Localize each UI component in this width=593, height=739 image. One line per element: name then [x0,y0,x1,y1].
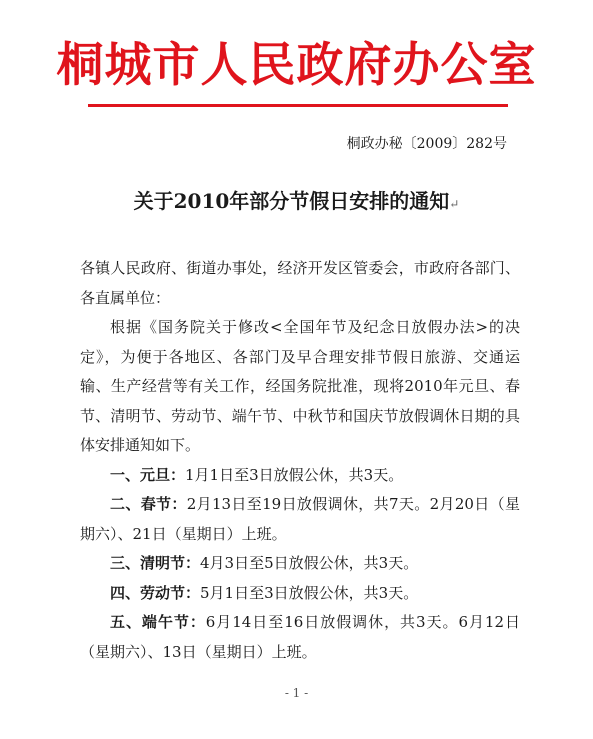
notice-title-text: 关于2010年部分节假日安排的通知 [133,189,450,213]
notice-title [0,186,593,219]
holiday-detail: 1月1日至3日放假公休，共3天。 [185,465,404,484]
holiday-item-spring-festival [80,490,520,549]
issuing-office-title: 桐城市人民政府办公室 [56,38,537,93]
holiday-detail: 6月14日至16日放假调休，共3天。6月12日（星期六）、13日（星期日）上班。 [80,613,520,661]
holiday-detail: 4月3日至5日放假公休，共3天。 [200,554,419,572]
document-body [80,254,520,667]
holiday-item-new-year [80,461,520,491]
document-number: 桐政办秘〔2009〕282号 [346,136,507,152]
page-number: - 1 - [284,686,309,700]
holiday-heading: 二、春节： [110,495,187,513]
holiday-detail: 5月1日至3日放假公休，共3天。 [200,583,419,602]
holiday-item-labor-day [80,579,520,609]
paragraph-return-mark: ↵ [449,197,460,211]
holiday-heading: 四、劳动节： [110,583,201,602]
intro-paragraph: 根据《国务院关于修改<全国年节及纪念日放假办法>的决定》，为便于各地区、各部门及早合理安排节假日旅游、交通运输、生产经营等有关工作，经国务院批准，现将2010年元旦、春节、清明节、劳动节、端午节、中秋节和国庆节放假调休日期的具体安排通知如下。 [80,318,520,454]
holiday-heading: 三、清明节： [110,554,201,572]
holiday-item-dragon-boat [80,608,520,667]
red-divider-line [88,104,508,107]
salutation: 各镇人民政府、街道办事处，经济开发区管委会，市政府各部门、各直属单位： [80,259,520,307]
holiday-detail: 2月13日至19日放假调休，共7天。2月20日（星期六）、21日（星期日）上班。 [80,495,520,543]
holiday-heading: 五、端午节： [110,613,206,631]
holiday-item-qingming [80,549,520,579]
holiday-heading: 一、元旦： [110,465,186,484]
